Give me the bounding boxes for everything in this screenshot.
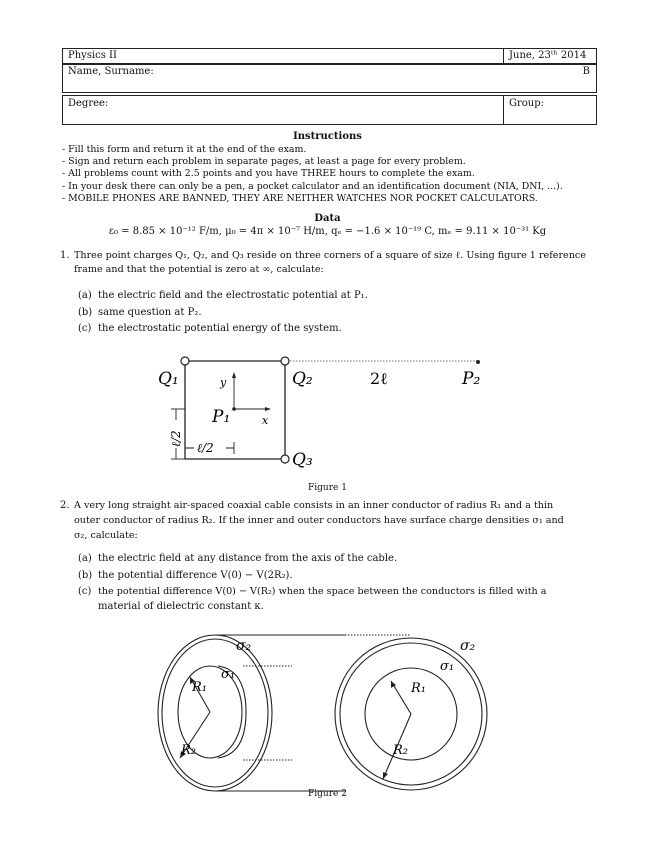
label-r2-right: R₂	[393, 743, 408, 758]
label-q2: Q₂	[292, 369, 313, 389]
problem-text: A very long straight air-spaced coaxial cable consists in an inner conductor of radius R₁ and a thin	[74, 500, 554, 511]
part-text: the potential difference V(0) − V(R₂) when the space between the conductors is filled with a	[98, 586, 547, 597]
part-text: the electric field at any distance from the axis of the cable.	[98, 553, 398, 564]
data-title: Data	[314, 213, 341, 224]
physical-constants: ε₀ = 8.85 × 10⁻¹² F/m, μ₀ = 4π × 10⁻⁷ H/m, qₑ = −1.6 × 10⁻¹⁹ C, mₑ = 9.11 × 10⁻³¹ Kg	[108, 226, 547, 237]
label-y-axis: y	[220, 376, 227, 389]
part-label: (c)	[78, 323, 92, 334]
instruction-item: - Fill this form and return it at the end of the exam.	[62, 144, 307, 155]
y-axis-arrow	[232, 372, 236, 378]
label-sigma1-left: σ₁	[221, 667, 236, 682]
problem-text: Three point charges Q₁, Q₂, and Q₃ reside on three corners of a square of size ℓ. Using figure 1 reference	[74, 250, 586, 261]
name-label: Name, Surname:	[68, 66, 154, 77]
charge-q1	[181, 357, 189, 365]
exam-version: B	[582, 66, 590, 77]
charge-q2	[281, 357, 289, 365]
point-p2	[476, 360, 480, 364]
course-name: Physics II	[68, 50, 117, 61]
x-axis-arrow	[265, 407, 271, 411]
instruction-item: - In your desk there can only be a pen, a pocket calculator and an identification document (NIA, DNI, ...).	[62, 181, 563, 192]
label-sigma2-right: σ₂	[460, 638, 476, 654]
instruction-item: - MOBILE PHONES ARE BANNED, THEY ARE NEITHER WATCHES NOR POCKET CALCULATORS.	[62, 193, 538, 204]
part-label: (b)	[78, 570, 93, 581]
part-text: the electrostatic potential energy of the system.	[98, 323, 342, 334]
part-label: (a)	[78, 290, 92, 301]
figure-1-caption: Figure 1	[308, 483, 347, 493]
label-p2: P₂	[462, 369, 481, 389]
group-label: Group:	[509, 98, 544, 109]
problem-number: 2.	[60, 500, 70, 511]
part-text: the potential difference V(0) − V(2R₂).	[98, 570, 293, 581]
label-distance: 2ℓ	[370, 369, 388, 388]
label-r1-left: R₁	[192, 680, 207, 695]
label-q1: Q₁	[158, 369, 179, 389]
label-p1: P₁	[212, 407, 231, 427]
part-label: (b)	[78, 307, 93, 318]
instructions-title: Instructions	[293, 131, 362, 142]
part-text: material of dielectric constant κ.	[98, 601, 264, 612]
part-label: (c)	[78, 586, 92, 597]
label-half-width: ℓ/2	[197, 441, 214, 455]
label-sigma2-left: σ₂	[236, 638, 252, 654]
problem-number: 1.	[60, 250, 70, 261]
part-text: the electric field and the electrostatic potential at P₁.	[98, 290, 368, 301]
figure-2	[0, 620, 655, 800]
label-sigma1-right: σ₁	[440, 659, 455, 674]
label-q3: Q₃	[292, 450, 313, 470]
instruction-item: - All problems count with 2.5 points and you have THREE hours to complete the exam.	[62, 168, 475, 179]
exam-date: June, 23ᵗʰ 2014	[509, 50, 587, 61]
problem-text: outer conductor of radius R₂. If the inner and outer conductors have surface charge densities σ₁ and	[74, 515, 564, 526]
part-label: (a)	[78, 553, 92, 564]
problem-text: σ₂, calculate:	[74, 530, 138, 541]
problem-text: frame and that the potential is zero at ∞, calculate:	[74, 264, 324, 275]
label-r2-left: R₂	[181, 743, 196, 758]
label-r1-right: R₁	[411, 681, 426, 696]
outer-conductor-left	[158, 635, 272, 791]
label-x-axis: x	[262, 414, 269, 427]
figure-2-caption: Figure 2	[308, 789, 347, 799]
part-text: same question at P₂.	[98, 307, 202, 318]
charge-q3	[281, 455, 289, 463]
instruction-item: - Sign and return each problem in separate pages, at least a page for every problem.	[62, 156, 466, 167]
degree-label: Degree:	[68, 98, 109, 109]
label-half-height: ℓ/2	[169, 430, 183, 447]
